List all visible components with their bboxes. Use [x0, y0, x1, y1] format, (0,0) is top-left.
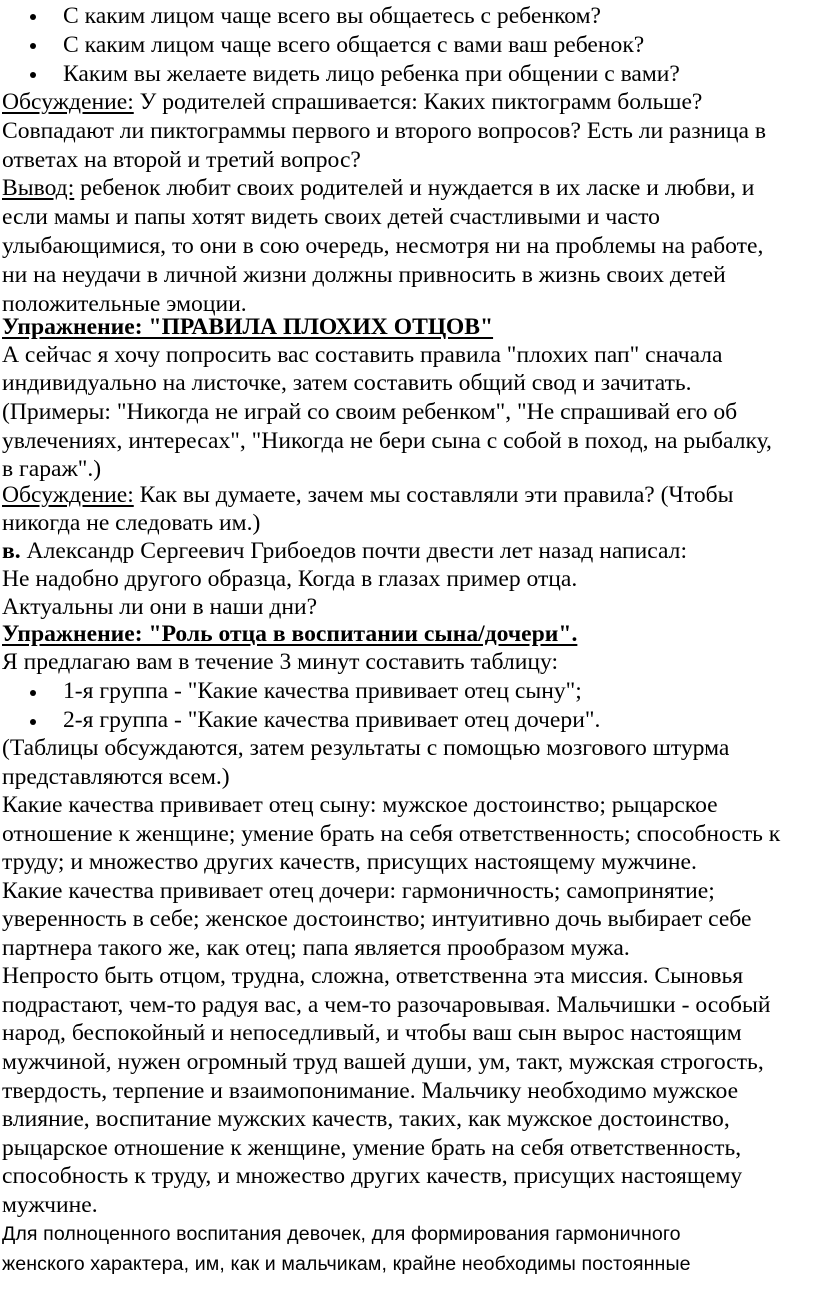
- daughter-qualities-text: Какие качества прививает отец дочери: гармоничность; самопринятие;: [2, 878, 715, 904]
- conclusion-text: если мамы и папы хотят видеть своих детей счастливыми и часто: [2, 204, 660, 230]
- final-paragraph-text: женского характера, им, как и мальчикам, крайне необходимы постоянные: [2, 1253, 691, 1275]
- question-item: С каким лицом чаще всего общается с вами ваш ребенок?: [63, 32, 645, 58]
- question-item: С каким лицом чаще всего вы общаетесь с ребенком?: [63, 3, 601, 29]
- group-item: 2-я группа - "Какие качества прививает отец дочери".: [63, 707, 601, 733]
- discussion-text: ответах на второй и третий вопрос?: [2, 147, 361, 173]
- bullet-icon: [30, 690, 36, 696]
- paragraph-text: рыцарское отношение к женщине, умение брать на себя ответственность,: [2, 1135, 742, 1161]
- conclusion-text: улыбающимися, то они в сою очередь, несмотря ни на проблемы на работе,: [2, 233, 764, 259]
- exercise-text: (Таблицы обсуждаются, затем результаты с помощью мозгового штурма: [2, 735, 730, 761]
- quote-paragraph: [2, 537, 687, 565]
- conclusion-paragraph: [2, 174, 754, 202]
- paragraph-text: твердость, терпение и взаимопонимание. Мальчику необходимо мужское: [2, 1078, 739, 1104]
- group-item: 1-я группа - "Какие качества прививает отец сыну";: [63, 678, 582, 704]
- daughter-qualities-text: уверенность в себе; женское достоинство; интуитивно дочь выбирает себе: [2, 906, 752, 932]
- daughter-qualities-text: партнера такого же, как отец; папа является прообразом мужа.: [2, 935, 630, 961]
- son-qualities-text: отношение к женщине; умение брать на себя ответственность; способность к: [2, 821, 781, 847]
- discussion-paragraph: [2, 481, 734, 509]
- conclusion-text: ребенок любит своих родителей и нуждается в их ласке и любви, и: [74, 175, 755, 201]
- quote-text: Актуальны ли они в наши дни?: [2, 594, 318, 620]
- paragraph-text: мужчине.: [2, 1192, 98, 1218]
- exercise-heading: Упражнение: "ПРАВИЛА ПЛОХИХ ОТЦОВ": [2, 314, 494, 340]
- quote-label: в.: [2, 538, 21, 564]
- exercise-text: представляются всем.): [2, 764, 230, 790]
- bullet-icon: [30, 719, 36, 725]
- exercise-text: увлечениях, интересах", "Никогда не бери сына с собой в поход, на рыбалку,: [2, 428, 772, 454]
- discussion-text: Как вы думаете, зачем мы составляли эти правила? (Чтобы: [133, 482, 734, 508]
- exercise-text: (Примеры: "Никогда не играй со своим ребенком", "Не спрашивай его об: [2, 399, 738, 425]
- quote-text: Не надобно другого образца, Когда в глазах пример отца.: [2, 566, 578, 592]
- discussion-label: Обсуждение:: [2, 482, 134, 508]
- discussion-text: У родителей спрашивается: Каких пиктограмм больше?: [133, 89, 703, 115]
- bullet-icon: [30, 43, 36, 49]
- paragraph-text: подрастают, чем-то радуя вас, а чем-то разочаровывая. Мальчишки - особый: [2, 992, 771, 1018]
- exercise-text: в гараж".): [2, 456, 102, 482]
- son-qualities-text: труду; и множество других качеств, присущих настоящему мужчине.: [2, 849, 697, 875]
- exercise-text: А сейчас я хочу попросить вас составить правила "плохих пап" сначала: [2, 342, 723, 368]
- paragraph-text: мужчиной, нужен огромный труд вашей души, ум, такт, мужская строгость,: [2, 1049, 764, 1075]
- paragraph-text: влияние, воспитание мужских качеств, таких, как мужское достоинство,: [2, 1106, 730, 1132]
- conclusion-text: ни на неудачи в личной жизни должны привносить в жизнь своих детей: [2, 262, 726, 288]
- bullet-icon: [30, 14, 36, 20]
- discussion-label: Обсуждение:: [2, 89, 134, 115]
- discussion-paragraph: [2, 88, 702, 116]
- paragraph-text: народ, беспокойный и непоседливый, и чтобы ваш сын вырос настоящим: [2, 1020, 742, 1046]
- conclusion-text: положительные эмоции.: [2, 291, 247, 317]
- son-qualities-text: Какие качества прививает отец сыну: мужское достоинство; рыцарское: [2, 792, 718, 818]
- exercise-text: Я предлагаю вам в течение 3 минут составить таблицу:: [2, 649, 559, 675]
- quote-text: Александр Сергеевич Грибоедов почти двести лет назад написал:: [20, 538, 688, 564]
- question-item: Каким вы желаете видеть лицо ребенка при общении с вами?: [63, 61, 680, 87]
- discussion-text: никогда не следовать им.): [2, 510, 261, 536]
- exercise-text: индивидуально на листочке, затем составить общий свод и зачитать.: [2, 370, 692, 396]
- paragraph-text: способность к труду, и множество других качеств, присущих настоящему: [2, 1163, 743, 1189]
- exercise-heading: Упражнение: "Роль отца в воспитании сына/дочери".: [2, 621, 578, 647]
- paragraph-text: Непросто быть отцом, трудна, сложна, ответственна эта миссия. Сыновья: [2, 963, 744, 989]
- discussion-text: Совпадают ли пиктограммы первого и второго вопросов? Есть ли разница в: [2, 118, 767, 144]
- final-paragraph-text: Для полноценного воспитания девочек, для формирования гармоничного: [2, 1223, 681, 1245]
- bullet-icon: [30, 72, 36, 78]
- conclusion-label: Вывод:: [2, 175, 75, 201]
